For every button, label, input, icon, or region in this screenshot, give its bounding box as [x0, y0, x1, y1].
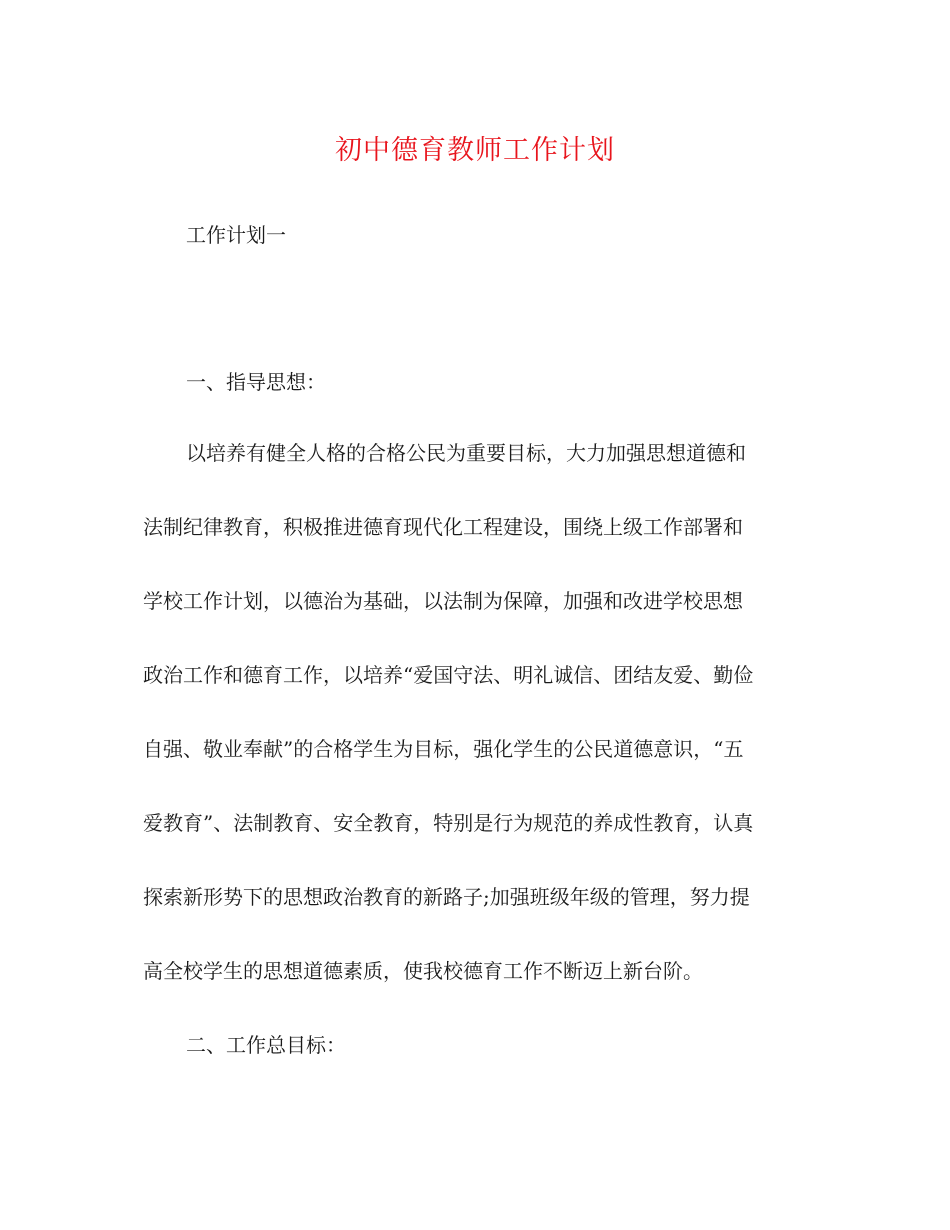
paragraph-line: 学校工作计划，以德治为基础，以法制为保障，加强和改进学校思想 — [143, 589, 743, 613]
paragraph-line: 自强、敬业奉献”的合格学生为目标，强化学生的公民道德意识，“五 — [143, 737, 744, 761]
paragraph-line: 爱教育”、法制教育、安全教育，特别是行为规范的养成性教育，认真 — [143, 811, 754, 835]
section-label: 工作计划一 — [186, 223, 286, 247]
heading-overall-goal: 二、工作总目标： — [186, 1033, 346, 1057]
paragraph-line: 高全校学生的思想道德素质，使我校德育工作不断迈上新台阶。 — [143, 959, 703, 983]
paragraph-line: 以培养有健全人格的合格公民为重要目标，大力加强思想道德和 — [186, 441, 746, 465]
paragraph-line: 法制纪律教育，积极推进德育现代化工程建设，围绕上级工作部署和 — [143, 515, 743, 539]
document-title: 初中德育教师工作计划 — [335, 135, 615, 166]
paragraph-line: 政治工作和德育工作，以培养“爱国守法、明礼诚信、团结友爱、勤俭 — [143, 663, 754, 687]
paragraph-line: 探索新形势下的思想政治教育的新路子;加强班级年级的管理，努力提 — [143, 885, 750, 909]
heading-guiding-ideology: 一、指导思想： — [186, 370, 326, 394]
